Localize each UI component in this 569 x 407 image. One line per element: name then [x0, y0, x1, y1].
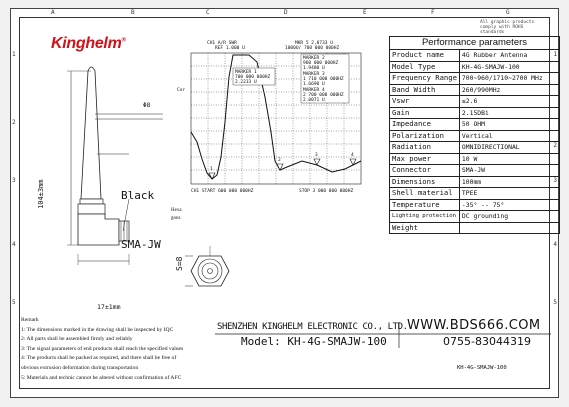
param-key: Dimensions	[390, 176, 460, 188]
param-key: Radiation	[390, 142, 460, 154]
marker-id: 2	[278, 158, 281, 163]
marker-1-box	[233, 68, 275, 85]
row-number: 4	[12, 241, 16, 248]
param-key: Connector	[390, 165, 460, 177]
remark-line: 1: The dimensions marked in the drawing shall be inspected by IQC	[21, 326, 174, 333]
marker-right-line: 1.6690 U	[303, 82, 325, 87]
param-value: 50 OHM	[459, 119, 559, 131]
antenna-body	[81, 67, 101, 199]
nut-pin	[208, 269, 213, 274]
marker-1-line: 700 000 000HZ	[235, 75, 271, 80]
param-value: ≤2.6	[459, 96, 559, 108]
param-value: KH-4G-SMAJW-100	[459, 61, 559, 73]
row-number: 2	[12, 119, 16, 126]
param-value: TPEE	[459, 188, 559, 200]
kinghelm-logo	[51, 35, 126, 53]
company-name: SHENZHEN KINGHELM ELECTRONIC CO., LTD.	[217, 322, 408, 332]
param-key: Model Type	[390, 61, 460, 73]
param-key: Lighting protection	[390, 211, 460, 223]
model-line: Model: KH-4G-SMAJW-100	[241, 335, 387, 348]
marker-id: 1	[210, 167, 213, 172]
table-row	[390, 142, 560, 154]
table-row	[390, 107, 560, 119]
param-value: 700~960/1710~2700 MHz	[459, 73, 559, 85]
column-letter: C	[206, 9, 210, 16]
table-row	[390, 165, 560, 177]
column-letter: D	[284, 9, 288, 16]
table-row	[390, 50, 560, 62]
table-row	[390, 61, 560, 73]
marker-right-line: 1 710 000 000HZ	[303, 77, 344, 82]
param-key: Max power	[390, 153, 460, 165]
table-row	[390, 84, 560, 96]
table-row	[390, 130, 560, 142]
param-key: Gain	[390, 107, 460, 119]
param-key: Product name	[390, 50, 460, 62]
marker-right-line: MARKER 2	[303, 56, 325, 61]
marker-right-line: 2 700 000 000HZ	[303, 93, 344, 98]
phone-number: 0755-83044319	[443, 335, 531, 348]
param-key: Impedance	[390, 119, 460, 131]
chart-header-right-2: 1000U/ 700 000 000HZ	[285, 46, 340, 51]
length-label: 104±3mm	[37, 179, 45, 209]
column-letter: A	[51, 9, 55, 16]
black-label: Black	[121, 189, 155, 202]
column-letter: G	[506, 9, 510, 16]
hex-label-line: Hexa	[171, 208, 182, 213]
marker-right-line: 2.0071 U	[303, 98, 325, 103]
vswr-chart	[177, 37, 367, 197]
param-value: 10 W	[459, 153, 559, 165]
sma-label: SMA-JW	[121, 238, 161, 251]
param-value: 260/990MHz	[459, 84, 559, 96]
marker-right-line: MARKER 3	[303, 72, 325, 77]
remark-block	[21, 316, 183, 383]
remark-line: 2: All parts shall be assembled firmly and reliably	[21, 336, 133, 343]
marker-1-line: MARKER 1	[235, 70, 257, 75]
row-number: 5	[553, 299, 557, 306]
row-number: 3	[12, 177, 16, 184]
row-number: 5	[12, 299, 16, 306]
param-key: Band Width	[390, 84, 460, 96]
param-key: Shell material	[390, 188, 460, 200]
row-number: 4	[553, 241, 557, 248]
param-value	[459, 222, 559, 234]
hex-dimension: S=8	[175, 256, 184, 271]
table-row	[390, 199, 560, 211]
marker-right-box	[301, 54, 349, 103]
rohs-note: All graphic products comply with ROHS standards	[480, 20, 535, 35]
hex-nut-view	[183, 244, 243, 304]
table-row	[390, 188, 560, 200]
antenna-collar	[80, 199, 103, 204]
marker-right-line: 1.9480 U	[303, 66, 325, 71]
registered-mark: ®	[121, 37, 126, 44]
remark-line: 3: The signal parameters of end products shall reach the specified values	[21, 345, 184, 352]
param-key: Weight	[390, 222, 460, 234]
model-code-small: KH-4G-SMAJW-100	[457, 365, 507, 371]
table-row	[390, 96, 560, 108]
chart-stop-label: STOP 3 000 000 000HZ	[299, 189, 354, 194]
chart-header-right-1: MKR 5 2,0733 U	[295, 41, 333, 46]
param-value: SMA-JW	[459, 165, 559, 177]
row-number: 1	[12, 51, 16, 58]
table-row	[390, 73, 560, 85]
row-number: 2	[553, 142, 557, 149]
antenna-hinge	[78, 204, 105, 214]
row-number: 1	[553, 51, 557, 58]
param-key: Polarization	[390, 130, 460, 142]
column-letter: E	[363, 9, 367, 16]
chart-header-left-2: REF 1.000 U	[215, 46, 245, 51]
param-key: Frequency Range	[390, 73, 460, 85]
diameter-label: Φ8	[143, 102, 151, 109]
table-title: Performance parameters	[390, 37, 560, 50]
drawing-sheet	[10, 8, 559, 398]
param-value: OMNIDIRECTIONAL	[459, 142, 559, 154]
param-value: -35° -- 75°	[459, 199, 559, 211]
table-row	[390, 211, 560, 223]
param-key: Temperature	[390, 199, 460, 211]
table-row	[390, 176, 560, 188]
chart-header-left-1: CH1 A/R SWR	[207, 41, 237, 46]
website-link[interactable]: WWW.BDS666.COM	[407, 318, 541, 333]
param-value: 4G Rubber Antenna	[459, 50, 559, 62]
remark-title: Remark	[21, 317, 39, 323]
param-value: Vertical	[459, 130, 559, 142]
table-row	[390, 222, 560, 234]
chart-side-label: Cor	[177, 88, 186, 93]
param-key: Vswr	[390, 96, 460, 108]
table-title-row	[390, 37, 560, 50]
remark-line: 5: Materials and technic cannot be altered without confirmation of AFC	[21, 374, 182, 381]
param-value: DC grounding	[459, 211, 559, 223]
column-letter: B	[131, 9, 135, 16]
width-label: 17±1mm	[97, 303, 121, 311]
marker-right-line: 960 000 000HZ	[303, 61, 339, 66]
remark-line: 4: The products shall be packed as required, and there shall be free of	[21, 355, 177, 362]
hex-label-line: gons	[171, 216, 181, 221]
performance-parameters-table	[389, 36, 560, 234]
table-row	[390, 119, 560, 131]
marker-id: 3	[315, 153, 318, 158]
remark-line: obvious extrusion deformation during transportation	[21, 364, 139, 371]
param-value: 100mm	[459, 176, 559, 188]
table-row	[390, 153, 560, 165]
hex-label	[171, 207, 182, 223]
antenna-base	[78, 214, 119, 245]
chart-start-label: CH1 START 600 000 000HZ	[191, 189, 254, 194]
marker-right-line: MARKER 4	[303, 88, 325, 93]
logo-text: Kinghelm	[51, 35, 122, 52]
param-value: 2.15DBi	[459, 107, 559, 119]
column-letter: F	[431, 9, 435, 16]
marker-id: 4	[351, 153, 354, 158]
marker-1-line: 2.2233 U	[235, 80, 257, 85]
row-number: 3	[553, 177, 557, 184]
